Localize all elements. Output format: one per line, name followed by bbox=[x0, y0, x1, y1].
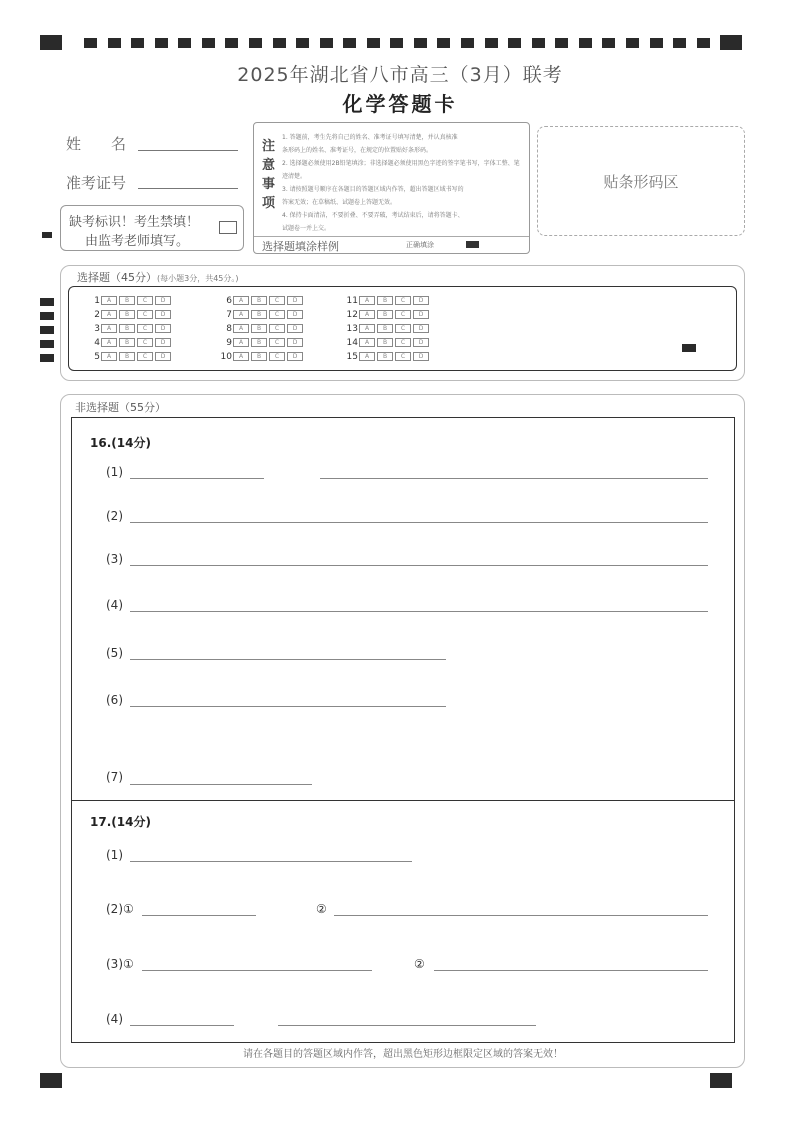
note-item: 1. 答题前，考生先将自己的姓名、准考证号填写清楚，并认真核准 bbox=[282, 134, 458, 141]
absent-mark-box bbox=[60, 205, 244, 251]
mc-option-b-bubble[interactable]: B bbox=[377, 338, 393, 347]
mc-option-d-bubble[interactable]: D bbox=[155, 338, 171, 347]
side-mark-left bbox=[42, 232, 52, 238]
mc-option-b-bubble[interactable]: B bbox=[119, 296, 135, 305]
q17-part3-label-2: ② bbox=[414, 957, 425, 971]
mc-option-b-bubble[interactable]: B bbox=[251, 296, 267, 305]
mc-question-number: 7 bbox=[226, 310, 232, 320]
mc-side-mark bbox=[40, 354, 54, 362]
q17-part2-answer-1[interactable] bbox=[142, 915, 256, 916]
exam-id-field[interactable] bbox=[138, 188, 238, 189]
mc-question-12 bbox=[345, 310, 431, 320]
mc-question-7 bbox=[219, 310, 305, 320]
mc-title bbox=[75, 269, 241, 285]
fr-answer-box bbox=[71, 417, 735, 1060]
mc-option-c-bubble[interactable]: C bbox=[269, 338, 285, 347]
notes-box bbox=[253, 122, 530, 254]
mc-option-b-bubble[interactable]: B bbox=[251, 324, 267, 333]
q16-part3-label: (3) bbox=[106, 552, 123, 566]
mc-option-c-bubble[interactable]: C bbox=[269, 296, 285, 305]
q17-part2-answer-2[interactable] bbox=[334, 915, 708, 916]
mc-option-a-bubble[interactable]: A bbox=[359, 338, 375, 347]
corner-mark-top-left bbox=[40, 35, 62, 50]
mc-option-b-bubble[interactable]: B bbox=[119, 310, 135, 319]
mc-option-c-bubble[interactable]: C bbox=[137, 324, 153, 333]
mc-grid bbox=[68, 286, 737, 371]
q17-part1-label: (1) bbox=[106, 848, 123, 862]
mc-question-number: 6 bbox=[226, 296, 232, 306]
mc-question-number: 10 bbox=[220, 352, 232, 362]
name-field[interactable] bbox=[138, 150, 238, 151]
multiple-choice-section bbox=[60, 265, 745, 381]
mc-option-a-bubble[interactable]: A bbox=[101, 352, 117, 361]
q16-part1-answer-a[interactable] bbox=[130, 478, 264, 479]
mc-option-a-bubble[interactable]: A bbox=[101, 310, 117, 319]
mc-option-b-bubble[interactable]: B bbox=[251, 338, 267, 347]
mc-question-15 bbox=[345, 352, 431, 362]
mc-option-c-bubble[interactable]: C bbox=[137, 338, 153, 347]
mc-subtitle: (每小题3分，共45分。) bbox=[157, 274, 239, 283]
mc-side-mark bbox=[40, 326, 54, 334]
note-item: 条形码上的姓名、准考证号，在规定的位置贴好条形码。 bbox=[282, 147, 433, 154]
mc-question-number: 11 bbox=[346, 296, 358, 306]
q16-part1-answer-b[interactable] bbox=[320, 478, 708, 479]
mc-option-d-bubble[interactable]: D bbox=[287, 352, 303, 361]
q16-part5-label: (5) bbox=[106, 646, 123, 660]
answer-area-warning: 请在各题目的答题区域内作答，超出黑色矩形边框限定区域的答案无效！ bbox=[243, 1049, 563, 1060]
mc-option-d-bubble[interactable]: D bbox=[287, 296, 303, 305]
absent-note-line2: 由监考老师填写。 bbox=[85, 234, 190, 249]
notes-list bbox=[282, 131, 524, 235]
corner-mark-bottom-right bbox=[710, 1073, 732, 1088]
mc-option-d-bubble[interactable]: D bbox=[155, 352, 171, 361]
mc-option-c-bubble[interactable]: C bbox=[395, 352, 411, 361]
mc-option-c-bubble[interactable]: C bbox=[395, 324, 411, 333]
q17-part1-answer[interactable] bbox=[130, 861, 412, 862]
name-label: 姓 名 bbox=[66, 135, 127, 153]
barcode-label: 贴条形码区 bbox=[603, 173, 679, 191]
mc-question-14 bbox=[345, 338, 431, 348]
mc-option-a-bubble[interactable]: A bbox=[233, 310, 249, 319]
q16-part6-answer[interactable] bbox=[130, 706, 446, 707]
mc-question-number: 4 bbox=[94, 338, 100, 348]
mc-option-a-bubble[interactable]: A bbox=[233, 296, 249, 305]
mc-question-number: 8 bbox=[226, 324, 232, 334]
mc-side-mark bbox=[40, 340, 54, 348]
exam-title: 2025年湖北省八市高三（3月）联考 bbox=[237, 64, 563, 86]
mc-question-number: 5 bbox=[94, 352, 100, 362]
mc-option-d-bubble[interactable]: D bbox=[413, 296, 429, 305]
q17-part4-answer-1[interactable] bbox=[130, 1025, 234, 1026]
mc-option-d-bubble[interactable]: D bbox=[155, 296, 171, 305]
mc-option-a-bubble[interactable]: A bbox=[359, 324, 375, 333]
mc-option-c-bubble[interactable]: C bbox=[395, 310, 411, 319]
mc-question-number: 15 bbox=[346, 352, 358, 362]
note-item: 3. 请按照题号顺序在各题目的答题区域内作答，超出答题区域书写的 bbox=[282, 186, 464, 193]
note-item: 4. 保持卡面清洁，不要折叠、不要弄破，考试结束后，请将答题卡、 bbox=[282, 212, 464, 219]
q17-part4-label: (4) bbox=[106, 1012, 123, 1026]
corner-mark-bottom-left bbox=[40, 1073, 62, 1088]
mc-question-4 bbox=[87, 338, 173, 348]
mc-option-a-bubble[interactable]: A bbox=[233, 324, 249, 333]
timing-marks-top bbox=[84, 38, 710, 48]
mc-side-mark bbox=[40, 298, 54, 306]
mc-question-number: 14 bbox=[346, 338, 358, 348]
q17-part3-answer-1[interactable] bbox=[142, 970, 372, 971]
q17-part4-answer-2[interactable] bbox=[278, 1025, 536, 1026]
mc-option-b-bubble[interactable]: B bbox=[377, 310, 393, 319]
mc-question-number: 1 bbox=[94, 296, 100, 306]
mc-option-b-bubble[interactable]: B bbox=[119, 352, 135, 361]
mc-question-10 bbox=[219, 352, 305, 362]
mc-option-c-bubble[interactable]: C bbox=[137, 296, 153, 305]
q16-part2-label: (2) bbox=[106, 509, 123, 523]
mc-option-d-bubble[interactable]: D bbox=[413, 352, 429, 361]
mc-question-13 bbox=[345, 324, 431, 334]
absent-checkbox[interactable] bbox=[219, 221, 237, 234]
fill-example-label: 选择题填涂样例 bbox=[262, 240, 339, 253]
q17-part2-label: (2)① bbox=[106, 902, 134, 916]
mc-option-c-bubble[interactable]: C bbox=[269, 310, 285, 319]
mc-question-number: 13 bbox=[346, 324, 358, 334]
mc-option-d-bubble[interactable]: D bbox=[155, 324, 171, 333]
q17-title: 17.(14分) bbox=[90, 815, 151, 829]
q16-part1-label: (1) bbox=[106, 465, 123, 479]
question-divider bbox=[72, 800, 734, 801]
mc-option-b-bubble[interactable]: B bbox=[377, 324, 393, 333]
q16-part4-label: (4) bbox=[106, 598, 123, 612]
mc-option-c-bubble[interactable]: C bbox=[137, 310, 153, 319]
exam-id-label: 准考证号 bbox=[66, 174, 127, 192]
mc-question-3 bbox=[87, 324, 173, 334]
correct-fill-sample bbox=[466, 241, 479, 248]
mc-option-b-bubble[interactable]: B bbox=[119, 338, 135, 347]
mc-question-1 bbox=[87, 296, 173, 306]
mc-question-2 bbox=[87, 310, 173, 320]
mc-title-text: 选择题（45分） bbox=[77, 271, 157, 284]
notes-heading: 注意事项 bbox=[262, 139, 276, 211]
q16-part4-answer[interactable] bbox=[130, 611, 708, 612]
q16-part5-answer[interactable] bbox=[130, 659, 446, 660]
mc-side-mark bbox=[40, 312, 54, 320]
mc-option-b-bubble[interactable]: B bbox=[251, 352, 267, 361]
mc-option-c-bubble[interactable]: C bbox=[137, 352, 153, 361]
mc-option-d-bubble[interactable]: D bbox=[287, 310, 303, 319]
mc-option-d-bubble[interactable]: D bbox=[287, 324, 303, 333]
note-item: 2. 选择题必须使用2B铅笔填涂；非选择题必须使用黑色字迹的签字笔书写，字体工整、笔迹清楚。 bbox=[282, 160, 520, 180]
q17-part3-answer-2[interactable] bbox=[434, 970, 708, 971]
mc-option-b-bubble[interactable]: B bbox=[377, 352, 393, 361]
mc-option-d-bubble[interactable]: D bbox=[413, 324, 429, 333]
mc-option-b-bubble[interactable]: B bbox=[377, 296, 393, 305]
mc-option-d-bubble[interactable]: D bbox=[413, 310, 429, 319]
corner-mark-top-right bbox=[720, 35, 742, 50]
mc-option-d-bubble[interactable]: D bbox=[413, 338, 429, 347]
mc-option-c-bubble[interactable]: C bbox=[395, 296, 411, 305]
mc-question-number: 2 bbox=[94, 310, 100, 320]
notes-divider bbox=[254, 236, 529, 237]
mc-option-d-bubble[interactable]: D bbox=[155, 310, 171, 319]
mc-question-number: 3 bbox=[94, 324, 100, 334]
q16-part2-answer[interactable] bbox=[130, 522, 708, 523]
q16-title: 16.(14分) bbox=[90, 436, 151, 450]
mc-option-a-bubble[interactable]: A bbox=[233, 352, 249, 361]
mc-question-11 bbox=[345, 296, 431, 306]
mc-option-c-bubble[interactable]: C bbox=[269, 352, 285, 361]
q16-part3-answer[interactable] bbox=[130, 565, 708, 566]
q16-part6-label: (6) bbox=[106, 693, 123, 707]
mc-option-b-bubble[interactable]: B bbox=[251, 310, 267, 319]
q17-part2-label-2: ② bbox=[316, 902, 327, 916]
correct-fill-label: 正确填涂 bbox=[406, 241, 434, 249]
note-item: 试题卷一并上交。 bbox=[282, 225, 331, 232]
mc-option-a-bubble[interactable]: A bbox=[233, 338, 249, 347]
free-response-section bbox=[60, 394, 745, 1068]
mc-question-6 bbox=[219, 296, 305, 306]
mc-option-a-bubble[interactable]: A bbox=[101, 338, 117, 347]
absent-note-line1: 缺考标识！考生禁填！ bbox=[69, 215, 200, 230]
mc-option-a-bubble[interactable]: A bbox=[359, 352, 375, 361]
mc-option-a-bubble[interactable]: A bbox=[359, 310, 375, 319]
mc-question-9 bbox=[219, 338, 305, 348]
q16-part7-answer[interactable] bbox=[130, 784, 312, 785]
mc-option-c-bubble[interactable]: C bbox=[395, 338, 411, 347]
note-item: 答案无效；在草稿纸、试题卷上答题无效。 bbox=[282, 199, 397, 206]
mc-question-number: 9 bbox=[226, 338, 232, 348]
mc-option-c-bubble[interactable]: C bbox=[269, 324, 285, 333]
mc-question-8 bbox=[219, 324, 305, 334]
mc-option-a-bubble[interactable]: A bbox=[101, 296, 117, 305]
q16-part7-label: (7) bbox=[106, 770, 123, 784]
fr-title: 非选择题（55分） bbox=[75, 401, 166, 414]
mc-question-number: 12 bbox=[346, 310, 358, 320]
mc-question-5 bbox=[87, 352, 173, 362]
mc-option-b-bubble[interactable]: B bbox=[119, 324, 135, 333]
q17-part3-label: (3)① bbox=[106, 957, 134, 971]
mc-option-d-bubble[interactable]: D bbox=[287, 338, 303, 347]
mc-option-a-bubble[interactable]: A bbox=[359, 296, 375, 305]
barcode-area bbox=[537, 126, 745, 236]
mc-option-a-bubble[interactable]: A bbox=[101, 324, 117, 333]
answer-sheet-title: 化学答题卡 bbox=[342, 92, 458, 116]
